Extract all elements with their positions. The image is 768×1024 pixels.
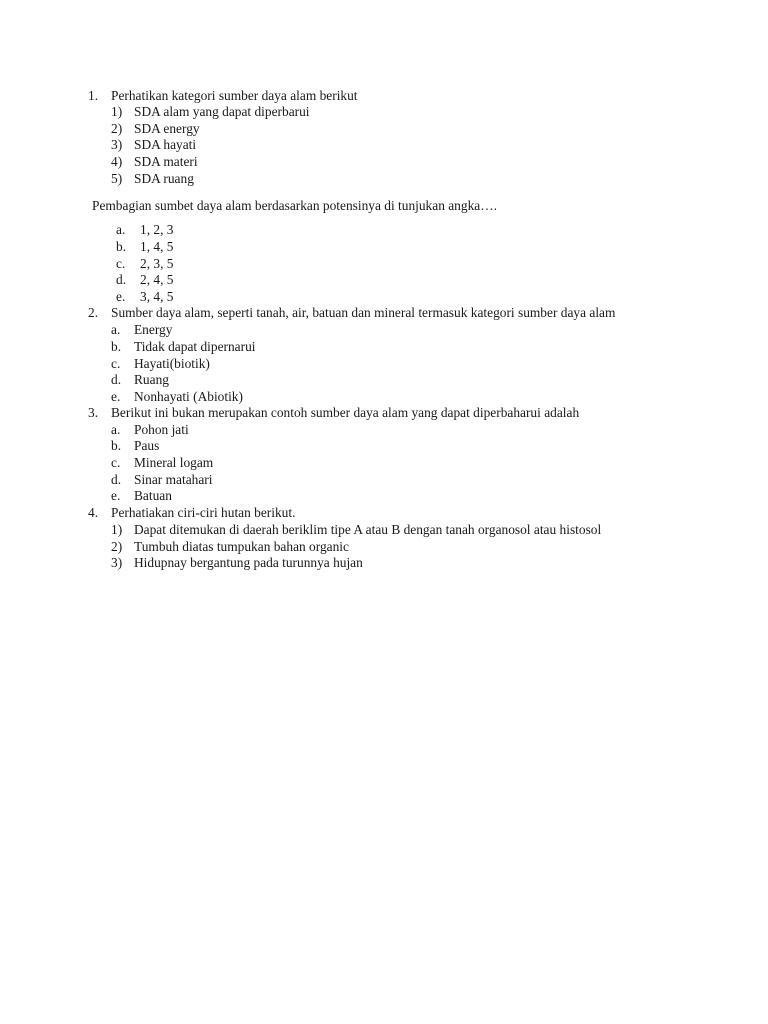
question-1-number: 1.: [88, 88, 99, 103]
q2-option-c-marker: c.: [111, 356, 121, 371]
question-4-number: 4.: [88, 505, 99, 520]
q1-item-3-text: SDA hayati: [134, 137, 197, 152]
question-1-text: Perhatikan kategori sumber daya alam berikut: [111, 88, 358, 103]
q3-option-a-text: Pohon jati: [134, 422, 189, 437]
q3-option-a-marker: a.: [111, 422, 121, 437]
q1-item-5-marker: 5): [111, 171, 123, 186]
question-2-text: Sumber daya alam, seperti tanah, air, batuan dan mineral termasuk kategori sumber daya alam: [111, 305, 616, 320]
q2-option-c-text: Hayati(biotik): [134, 356, 210, 371]
q2-option-a-marker: a.: [111, 322, 121, 337]
q2-option-b-marker: b.: [111, 339, 122, 354]
q2-option-e-text: Nonhayati (Abiotik): [134, 389, 243, 404]
q1-item-2-text: SDA energy: [134, 121, 200, 136]
q2-option-a-text: Energy: [134, 322, 173, 337]
q1-item-5-text: SDA ruang: [134, 171, 194, 186]
q3-option-d-marker: d.: [111, 472, 122, 487]
q4-item-2-text: Tumbuh diatas tumpukan bahan organic: [134, 539, 349, 554]
q3-option-c-text: Mineral logam: [134, 455, 214, 470]
q3-option-e-marker: e.: [111, 488, 121, 503]
q1-option-a-marker: a.: [116, 222, 126, 237]
q1-option-e-text: 3, 4, 5: [140, 289, 174, 304]
q1-option-a-text: 1, 2, 3: [140, 222, 174, 237]
q1-option-b-text: 1, 4, 5: [140, 239, 174, 254]
question-1-prompt: Pembagian sumbet daya alam berdasarkan potensinya di tunjukan angka….: [92, 198, 497, 213]
question-4-text: Perhatiakan ciri-ciri hutan berikut.: [111, 505, 296, 520]
q4-item-1-text: Dapat ditemukan di daerah beriklim tipe A atau B dengan tanah organosol atau histosol: [134, 522, 602, 537]
q1-item-2-marker: 2): [111, 121, 123, 136]
q1-item-3-marker: 3): [111, 137, 123, 152]
q3-option-d-text: Sinar matahari: [134, 472, 213, 487]
q3-option-b-text: Paus: [134, 438, 160, 453]
q1-option-d-marker: d.: [116, 272, 127, 287]
q2-option-d-text: Ruang: [134, 372, 169, 387]
q4-item-1-marker: 1): [111, 522, 123, 537]
q1-option-c-marker: c.: [116, 256, 126, 271]
q1-item-4-text: SDA materi: [134, 154, 198, 169]
q1-option-c-text: 2, 3, 5: [140, 256, 174, 271]
q4-item-3-marker: 3): [111, 555, 123, 570]
q2-option-d-marker: d.: [111, 372, 122, 387]
q3-option-c-marker: c.: [111, 455, 121, 470]
q4-item-2-marker: 2): [111, 539, 123, 554]
q2-option-b-text: Tidak dapat dipernarui: [134, 339, 256, 354]
q3-option-e-text: Batuan: [134, 488, 172, 503]
q2-option-e-marker: e.: [111, 389, 121, 404]
q1-option-d-text: 2, 4, 5: [140, 272, 174, 287]
question-3-text: Berikut ini bukan merupakan contoh sumber daya alam yang dapat diperbaharui adalah: [111, 405, 580, 420]
q3-option-b-marker: b.: [111, 438, 122, 453]
q1-item-1-marker: 1): [111, 104, 123, 119]
q4-item-3-text: Hidupnay bergantung pada turunnya hujan: [134, 555, 363, 570]
question-2-number: 2.: [88, 305, 99, 320]
q1-item-1-text: SDA alam yang dapat diperbarui: [134, 104, 310, 119]
q1-option-e-marker: e.: [116, 289, 126, 304]
q1-option-b-marker: b.: [116, 239, 127, 254]
question-3-number: 3.: [88, 405, 99, 420]
q1-item-4-marker: 4): [111, 154, 123, 169]
